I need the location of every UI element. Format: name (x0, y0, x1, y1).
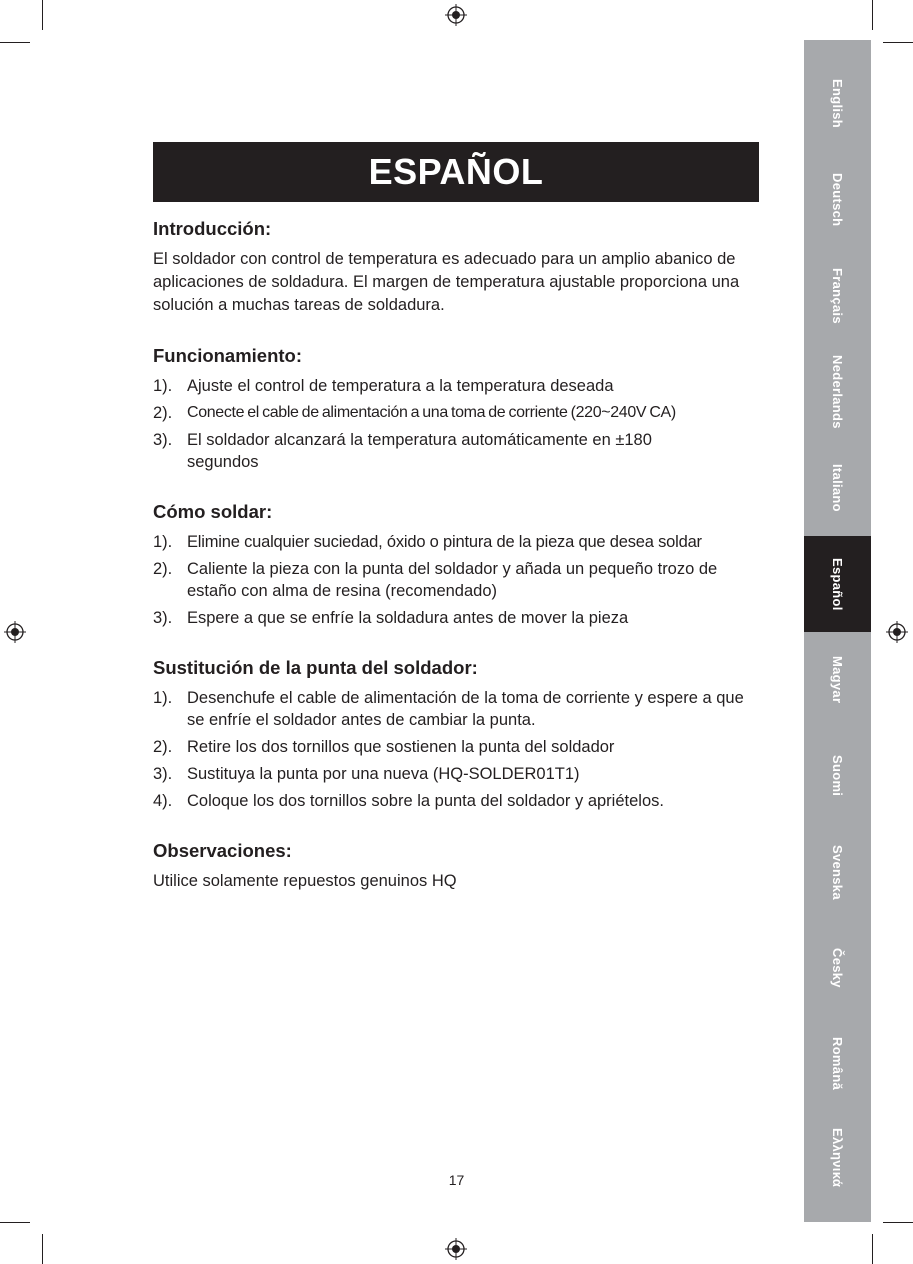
language-sidebar (804, 40, 871, 1222)
section-operation (153, 343, 765, 473)
list-text: Desenchufe el cable de alimentación de la toma de corriente y espere a que se enfríe el soldador antes de cambiar la punta. (187, 689, 744, 729)
crop-mark (0, 42, 30, 43)
language-tab-italiano[interactable] (804, 440, 871, 536)
list-number: 3). (153, 765, 173, 783)
language-tab-francais[interactable] (804, 248, 871, 344)
section-heading: Introducción: (153, 218, 272, 239)
list-item (153, 607, 765, 629)
list-number: 2). (153, 738, 173, 756)
language-tab-magyar[interactable] (804, 632, 871, 728)
list-item (153, 558, 765, 602)
list-text: Elimine cualquier suciedad, óxido o pintura de la pieza que desea soldar (187, 533, 702, 551)
page-number: 17 (448, 1172, 465, 1188)
language-tab-suomi[interactable] (804, 728, 871, 824)
list-number: 4). (153, 792, 173, 810)
language-tab-label: Italiano (830, 464, 845, 512)
registration-mark-icon (4, 621, 26, 643)
list-item (153, 736, 765, 758)
language-tab-label: Română (830, 1037, 845, 1091)
section-tip-replacement (153, 655, 765, 812)
list-number: 1). (153, 533, 173, 551)
registration-mark-icon (445, 4, 467, 26)
language-tab-label: Suomi (830, 755, 845, 797)
section-how-to-solder (153, 499, 765, 629)
language-tab-label: Español (830, 557, 845, 611)
list-number: 2). (153, 404, 173, 422)
crop-mark (872, 1234, 873, 1264)
numbered-list (153, 375, 765, 473)
section-heading: Observaciones: (153, 840, 292, 861)
title-banner (153, 142, 759, 202)
section-heading: Sustitución de la punta del soldador: (153, 657, 478, 678)
language-tab-ellinika[interactable] (804, 1110, 871, 1206)
language-tab-label: Magyar (830, 656, 845, 704)
crop-mark (883, 1222, 913, 1223)
list-text: Ajuste el control de temperatura a la temperatura deseada (187, 377, 614, 395)
list-item (153, 429, 765, 473)
crop-mark (883, 42, 913, 43)
language-tab-label: Deutsch (830, 173, 845, 227)
list-text: Sustituya la punta por una nueva (HQ-SOLDER01T1) (187, 765, 580, 783)
list-item (153, 763, 765, 785)
main-content (153, 216, 765, 919)
numbered-list (153, 687, 765, 812)
registration-mark-icon (445, 1238, 467, 1260)
language-tab-romana[interactable] (804, 1016, 871, 1112)
section-text: Utilice solamente repuestos genuinos HQ (153, 872, 457, 890)
list-number: 1). (153, 689, 173, 707)
language-tab-cesky[interactable] (804, 920, 871, 1016)
list-number: 3). (153, 609, 173, 627)
list-number: 3). (153, 431, 173, 449)
crop-mark (0, 1222, 30, 1223)
language-tab-label: Nederlands (830, 355, 845, 429)
language-tab-label: Česky (830, 948, 845, 988)
language-tab-nederlands[interactable] (804, 344, 871, 440)
language-tab-label: Français (830, 268, 845, 324)
language-tab-label: English (830, 79, 845, 129)
numbered-list (153, 531, 765, 629)
crop-mark (42, 1234, 43, 1264)
list-text: Conecte el cable de alimentación a una toma de corriente (220~240V CA) (187, 404, 676, 421)
language-tab-deutsch[interactable] (804, 152, 871, 248)
list-text: Coloque los dos tornillos sobre la punta del soldador y apriételos. (187, 792, 664, 810)
list-item (153, 687, 765, 731)
list-text: Espere a que se enfríe la soldadura antes de mover la pieza (187, 609, 629, 627)
list-text: Caliente la pieza con la punta del soldador y añada un pequeño trozo de estaño con alma de resina (recomendado) (187, 560, 718, 600)
language-tab-svenska[interactable] (804, 824, 871, 920)
section-notes (153, 838, 765, 893)
page-title: ESPAÑOL (368, 151, 544, 192)
language-tab-label: Ελληνικά (830, 1128, 845, 1188)
language-tab-english[interactable] (804, 56, 871, 152)
list-number: 1). (153, 377, 173, 395)
list-item (153, 375, 765, 397)
list-text: El soldador alcanzará la temperatura automáticamente en ±180 segundos (187, 431, 652, 471)
list-number: 2). (153, 560, 173, 578)
crop-mark (42, 0, 43, 30)
list-item (153, 790, 765, 812)
registration-mark-icon (886, 621, 908, 643)
language-tab-espanol[interactable] (804, 536, 871, 632)
list-item (153, 402, 765, 424)
section-introduction (153, 216, 765, 317)
section-heading: Funcionamiento: (153, 345, 303, 366)
section-heading: Cómo soldar: (153, 501, 273, 522)
section-text: El soldador con control de temperatura es adecuado para un amplio abanico de aplicaciones de soldadura. El margen de temperatura ajustable proporciona una solución a muchas tareas de soldadura. (153, 250, 740, 314)
language-tab-label: Svenska (830, 844, 845, 900)
crop-mark (872, 0, 873, 30)
list-text: Retire los dos tornillos que sostienen la punta del soldador (187, 738, 615, 756)
list-item (153, 531, 765, 553)
